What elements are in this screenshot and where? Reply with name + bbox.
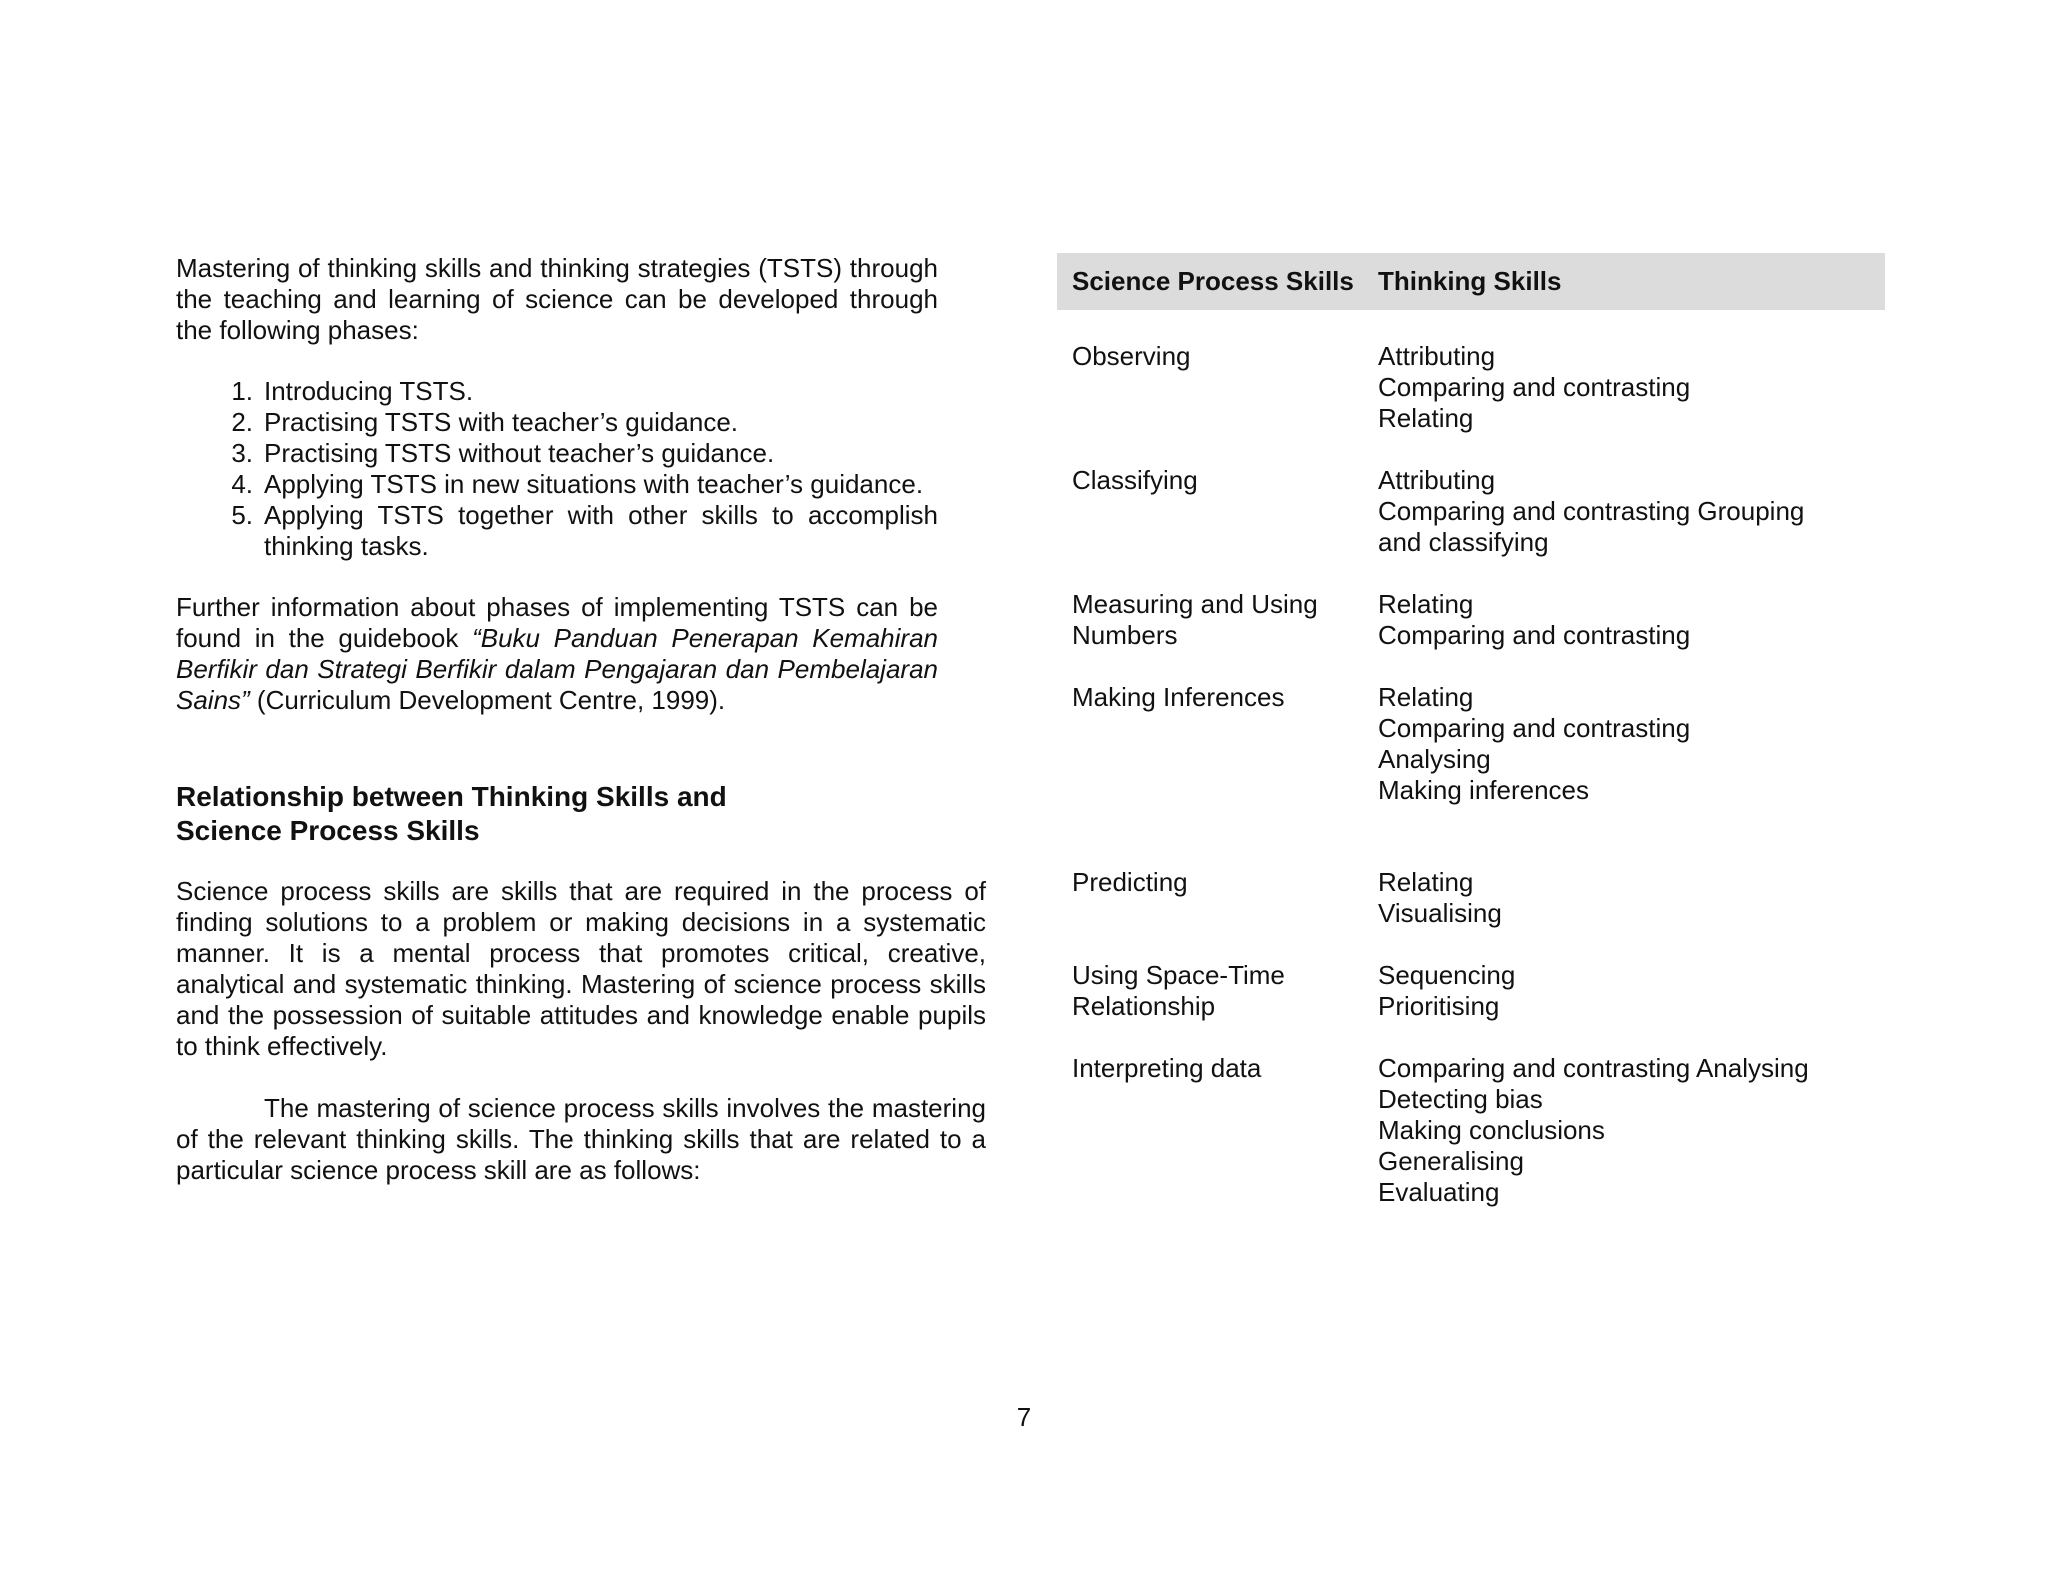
table-row: Observing Attributing Comparing and contrasting Relating <box>1072 341 1691 433</box>
table-row: Using Space-Time Relationship Sequencing Prioritising <box>1072 960 1516 1021</box>
list-item: 4. Applying TSTS in new situations with teacher’s guidance. <box>231 469 924 499</box>
further-info-paragraph: Further information about phases of implementing TSTS can be found in the guidebook “Buku Panduan Penerapan Kemahiran Berfikir dan Strategi Berfikir dalam Pengajaran dan Pembelajaran Sains” (Curriculum Development Centre, 1999). <box>176 592 938 715</box>
section-paragraph-2: The mastering of science process skills involves the mastering of the relevant thinking skills. The thinking skills that are related to a particular science process skill are as follows: <box>176 1093 986 1185</box>
header-process-skills: Science Process Skills <box>1072 266 1354 296</box>
table-row: Predicting Relating Visualising <box>1072 867 1502 928</box>
phases-list <box>176 376 938 562</box>
list-item: 2. Practising TSTS with teacher’s guidance. <box>231 407 739 437</box>
skills-table <box>1057 253 1885 1207</box>
intro-paragraph: Mastering of thinking skills and thinking strategies (TSTS) through the teaching and learning of science can be developed through the following phases: <box>176 253 938 345</box>
table-row: Interpreting data Comparing and contrasting Analysing Detecting bias Making conclusions Generalising Evaluating <box>1072 1053 1809 1207</box>
section-paragraph-1: Science process skills are skills that are required in the process of finding solutions to a problem or making decisions in a systematic manner. It is a mental process that promotes critical, creative, analytical and systematic thinking. Mastering of science process skills and the possession of suitable attitudes and knowledge enable pupils to think effectively. <box>176 876 986 1061</box>
header-thinking-skills: Thinking Skills <box>1378 266 1562 296</box>
table-row: Classifying Attributing Comparing and contrasting Grouping and classifying <box>1072 465 1805 557</box>
list-item: 3. Practising TSTS without teacher’s guidance. <box>231 438 775 468</box>
page-number: 7 <box>1016 1402 1032 1432</box>
list-item: 5. Applying TSTS together with other skills to accomplish thinking tasks. <box>231 500 938 561</box>
table-row: Measuring and Using Numbers Relating Comparing and contrasting <box>1072 589 1691 650</box>
left-column <box>176 253 986 1186</box>
list-item: 1. Introducing TSTS. <box>231 376 474 406</box>
table-row: Making Inferences Relating Comparing and contrasting Analysing Making inferences <box>1072 682 1691 805</box>
guidebook-title: “Buku Panduan Penerapan Kemahiran Berfikir dan Strategi Berfikir dalam Pengajaran dan Pembelajaran Sains” <box>176 623 938 715</box>
section-heading: Relationship between Thinking Skills and Science Process Skills <box>176 781 727 846</box>
table-header <box>1057 253 1885 310</box>
